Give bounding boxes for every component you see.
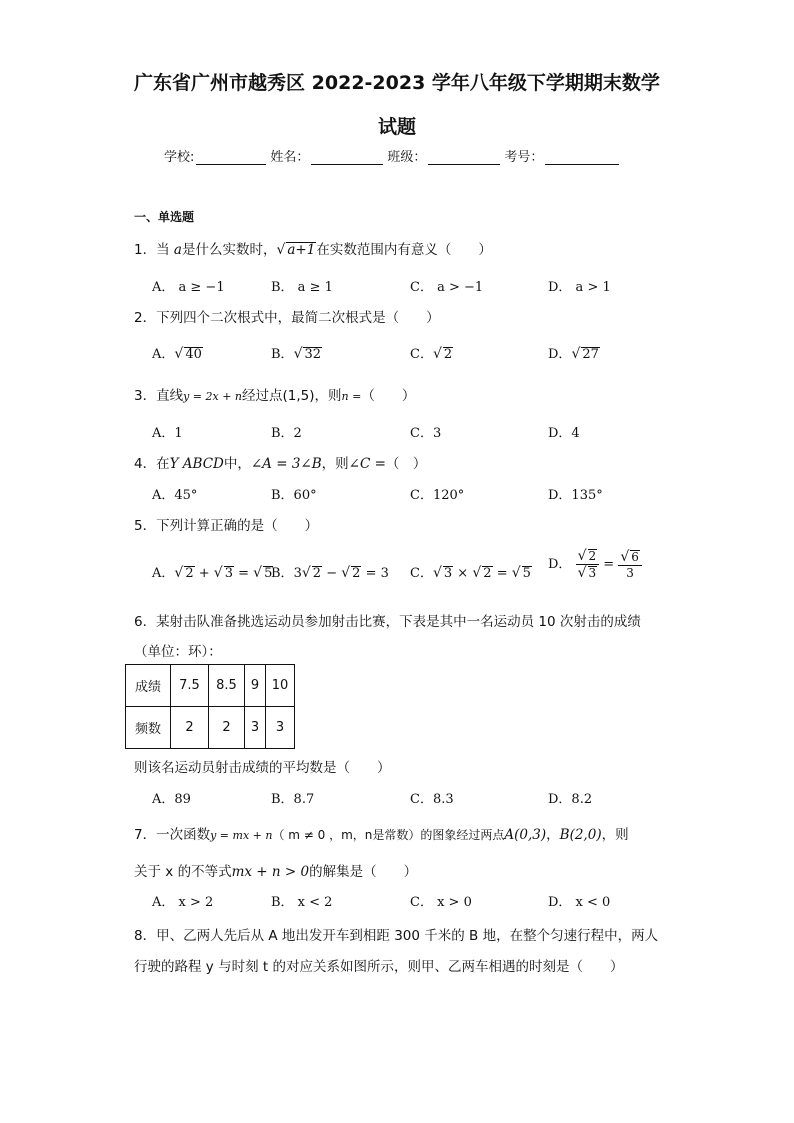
q5-option-c[interactable]: C．√ 3 × √ 2 = √ 5 [410,565,531,581]
table-header-frequency: 频数 [126,707,171,749]
q2-option-c[interactable]: C．√ 2 [410,346,453,362]
fraction-right: $\frac{√ 6}{3}$ [618,549,642,580]
question-4: 4．在Y ABCD中，∠A = 3∠B，则∠C =（ ） [134,456,427,472]
question-5: 5．下列计算正确的是（ ） [134,518,319,534]
q1-option-d[interactable]: D． a > 1 [548,280,611,295]
table-row [126,665,295,707]
table-row [126,707,295,749]
question-6-line-2: （单位：环）： [134,644,222,660]
table-cell: 9 [245,665,266,707]
class-label: 班级： [387,150,427,165]
q4-option-b[interactable]: B．60° [271,488,317,503]
q3-option-b[interactable]: B．2 [271,426,302,441]
q2-option-a[interactable]: A．√ 40 [152,346,202,362]
question-3: 3．直线y = 2x + n经过点(1,5)，则n =（ ） [134,388,416,404]
table-cell: 8.5 [209,665,245,707]
question-6-ask: 则该名运动员射击成绩的平均数是（ ） [134,760,391,776]
q4-option-c[interactable]: C．120° [410,488,465,503]
title-line-2: 试题 [377,116,416,138]
q4-option-d[interactable]: D．135° [548,488,603,503]
q2-option-d[interactable]: D．√ 27 [548,346,599,362]
id-field[interactable] [545,150,619,165]
question-6-line-1: 6．某射击队准备挑选运动员参加射击比赛，下表是其中一名运动员 10 次射击的成绩 [134,614,641,630]
q7-option-c[interactable]: C． x > 0 [410,895,472,910]
q6-option-c[interactable]: C．8.3 [410,792,454,807]
table-cell: 10 [266,665,295,707]
question-8-line-2: 行驶的路程 y 与时刻 t 的对应关系如图所示，则甲、乙两车相遇的时刻是（ ） [134,959,624,975]
name-field[interactable] [311,150,383,165]
q1-option-a[interactable]: A． a ≥ −1 [152,280,225,295]
table-header-score: 成绩 [126,665,171,707]
q4-option-a[interactable]: A．45° [152,488,198,503]
question-1: 1．当 a是什么实数时，√ a+1在实数范围内有意义（ ） [134,242,492,258]
student-info-row [164,146,623,165]
fraction-left: $\frac{√ 2}{√ 3}$ [576,548,600,581]
q7-option-b[interactable]: B． x < 2 [271,895,333,910]
q6-option-d[interactable]: D．8.2 [548,792,593,807]
q6-option-b[interactable]: B．8.7 [271,792,315,807]
table-cell: 3 [245,707,266,749]
school-field[interactable] [196,150,266,165]
q5-option-a[interactable]: A．√ 2 + √ 3 = √ 5 [152,565,273,581]
q7-option-a[interactable]: A． x > 2 [152,895,214,910]
id-label: 考号： [504,150,544,165]
q3-option-c[interactable]: C．3 [410,426,442,441]
question-2: 2．下列四个二次根式中，最简二次根式是（ ） [134,310,440,326]
q5-option-b[interactable]: B．3√ 2 − √ 2 = 3 [271,565,389,581]
question-8-line-1: 8．甲、乙两人先后从 A 地出发开车到相距 300 千米的 B 地，在整个匀速行程中，两人 [134,928,659,944]
q1-option-c[interactable]: C． a > −1 [410,280,484,295]
table-cell: 2 [171,707,209,749]
score-table [125,664,295,749]
q5-option-d[interactable]: D． $\frac{√ 2}{√ 3}$ = $\frac{√ 6}{3}$ [548,548,642,581]
table-cell: 7.5 [171,665,209,707]
q6-option-a[interactable]: A．89 [152,792,191,807]
question-7-line-1: 7．一次函数y = mx + n（ m ≠ 0 ，m，n是常数）的图象经过两点A(0,3)，B(2,0)，则 [134,827,629,843]
q7-option-d[interactable]: D． x < 0 [548,895,611,910]
title-line-1: 广东省广州市越秀区 2022-2023 学年八年级下学期期末数学 [134,72,660,94]
table-cell: 2 [209,707,245,749]
school-label: 学校: [164,150,195,165]
q3-option-d[interactable]: D．4 [548,426,580,441]
q3-option-a[interactable]: A．1 [152,426,183,441]
table-cell: 3 [266,707,295,749]
q2-option-b[interactable]: B．√ 32 [271,346,322,362]
question-7-line-2: 关于 x 的不等式mx + n > 0的解集是（ ） [134,864,418,880]
name-label: 姓名： [270,150,310,165]
q1-option-b[interactable]: B． a ≥ 1 [271,280,333,295]
class-field[interactable] [428,150,500,165]
section-heading: 一、单选题 [134,210,195,224]
